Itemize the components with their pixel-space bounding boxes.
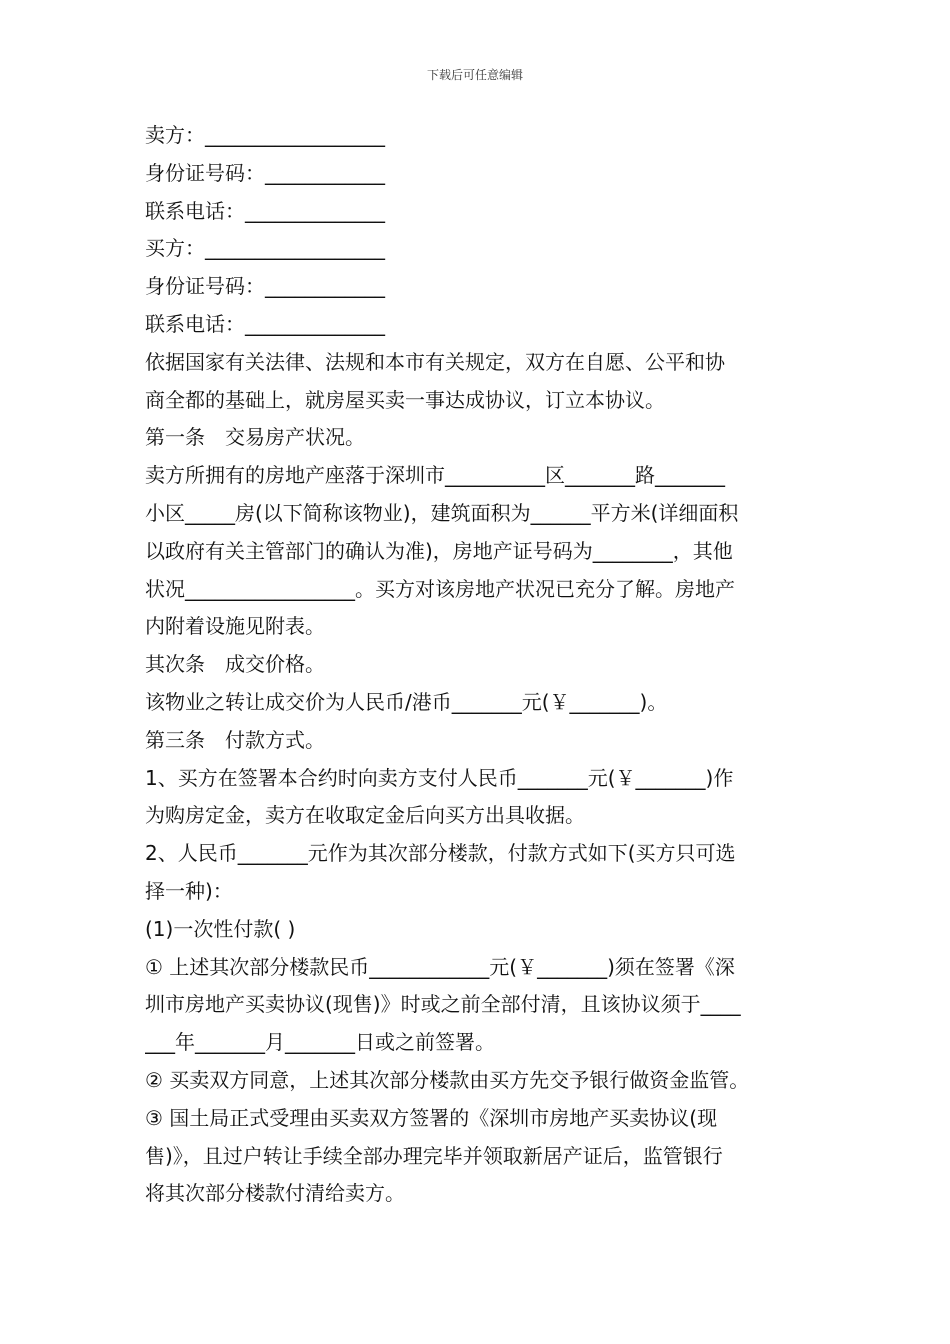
seller-id-line: 身份证号码：____________: [145, 160, 385, 185]
article-2-title: 其次条 成交价格。: [145, 652, 325, 677]
clause-2-line-1: ② 买卖双方同意，上述其次部分楼款由买方先交予银行做资金监管。: [145, 1067, 750, 1092]
clause-3-line-3: 将其次部分楼款付清给卖方。: [145, 1181, 405, 1206]
clause-3-line-1: ③ 国土局正式受理由买卖双方签署的《深圳市房地产买卖协议(现: [145, 1105, 718, 1130]
preamble-line-1: 依据国家有关法律、法规和本市有关规定，双方在自愿、公平和协: [145, 349, 725, 374]
clause-1-line-1: ① 上述其次部分楼款民币____________元(￥_______)须在签署《深: [145, 954, 735, 979]
contract-body: [145, 117, 815, 1213]
buyer-phone-line: 联系电话：______________: [145, 311, 385, 336]
article-1-line-2: 小区_____房(以下简称该物业)，建筑面积为______平方米(详细面积: [145, 500, 739, 525]
lump-sum-title: (1)一次性付款( ): [145, 916, 296, 941]
article-1-line-5: 内附着设施见附表。: [145, 614, 325, 639]
buyer-id-line: 身份证号码：____________: [145, 274, 385, 299]
seller-phone-line: 联系电话：______________: [145, 198, 385, 223]
article-3-line-2: 为购房定金，卖方在收取定金后向买方出具收据。: [145, 803, 585, 828]
article-3-line-4: 择一种)：: [145, 878, 233, 903]
preamble-line-2: 商全都的基础上，就房屋买卖一事达成协议，订立本协议。: [145, 387, 665, 412]
article-1-title: 第一条 交易房产状况。: [145, 425, 365, 450]
article-3-line-3: 2、人民币_______元作为其次部分楼款，付款方式如下(买方只可选: [145, 841, 736, 866]
article-2-line-1: 该物业之转让成交价为人民币/港币_______元(￥_______)。: [145, 689, 668, 714]
article-1-line-3: 以政府有关主管部门的确认为准)，房地产证号码为________，其他: [145, 538, 733, 563]
clause-1-line-2: 圳市房地产买卖协议(现售)》时或之前全部付清，且该协议须于____: [145, 992, 741, 1017]
clause-3-line-2: 售)》，且过户转让手续全部办理完毕并领取新居产证后，监管银行: [145, 1143, 723, 1168]
article-3-line-1: 1、买方在签署本合约时向卖方支付人民币_______元(￥_______)作: [145, 765, 734, 790]
buyer-line: 买方：__________________: [145, 236, 385, 261]
article-1-line-4: 状况_________________。买方对该房地产状况已充分了解。房地产: [145, 576, 735, 601]
article-3-title: 第三条 付款方式。: [145, 727, 325, 752]
seller-line: 卖方：__________________: [145, 123, 385, 147]
article-1-line-1: 卖方所拥有的房地产座落于深圳市__________区_______路_______: [145, 463, 725, 488]
page-header: 下载后可任意编辑: [426, 68, 523, 82]
clause-1-line-3: ___年_______月_______日或之前签署。: [145, 1030, 495, 1055]
